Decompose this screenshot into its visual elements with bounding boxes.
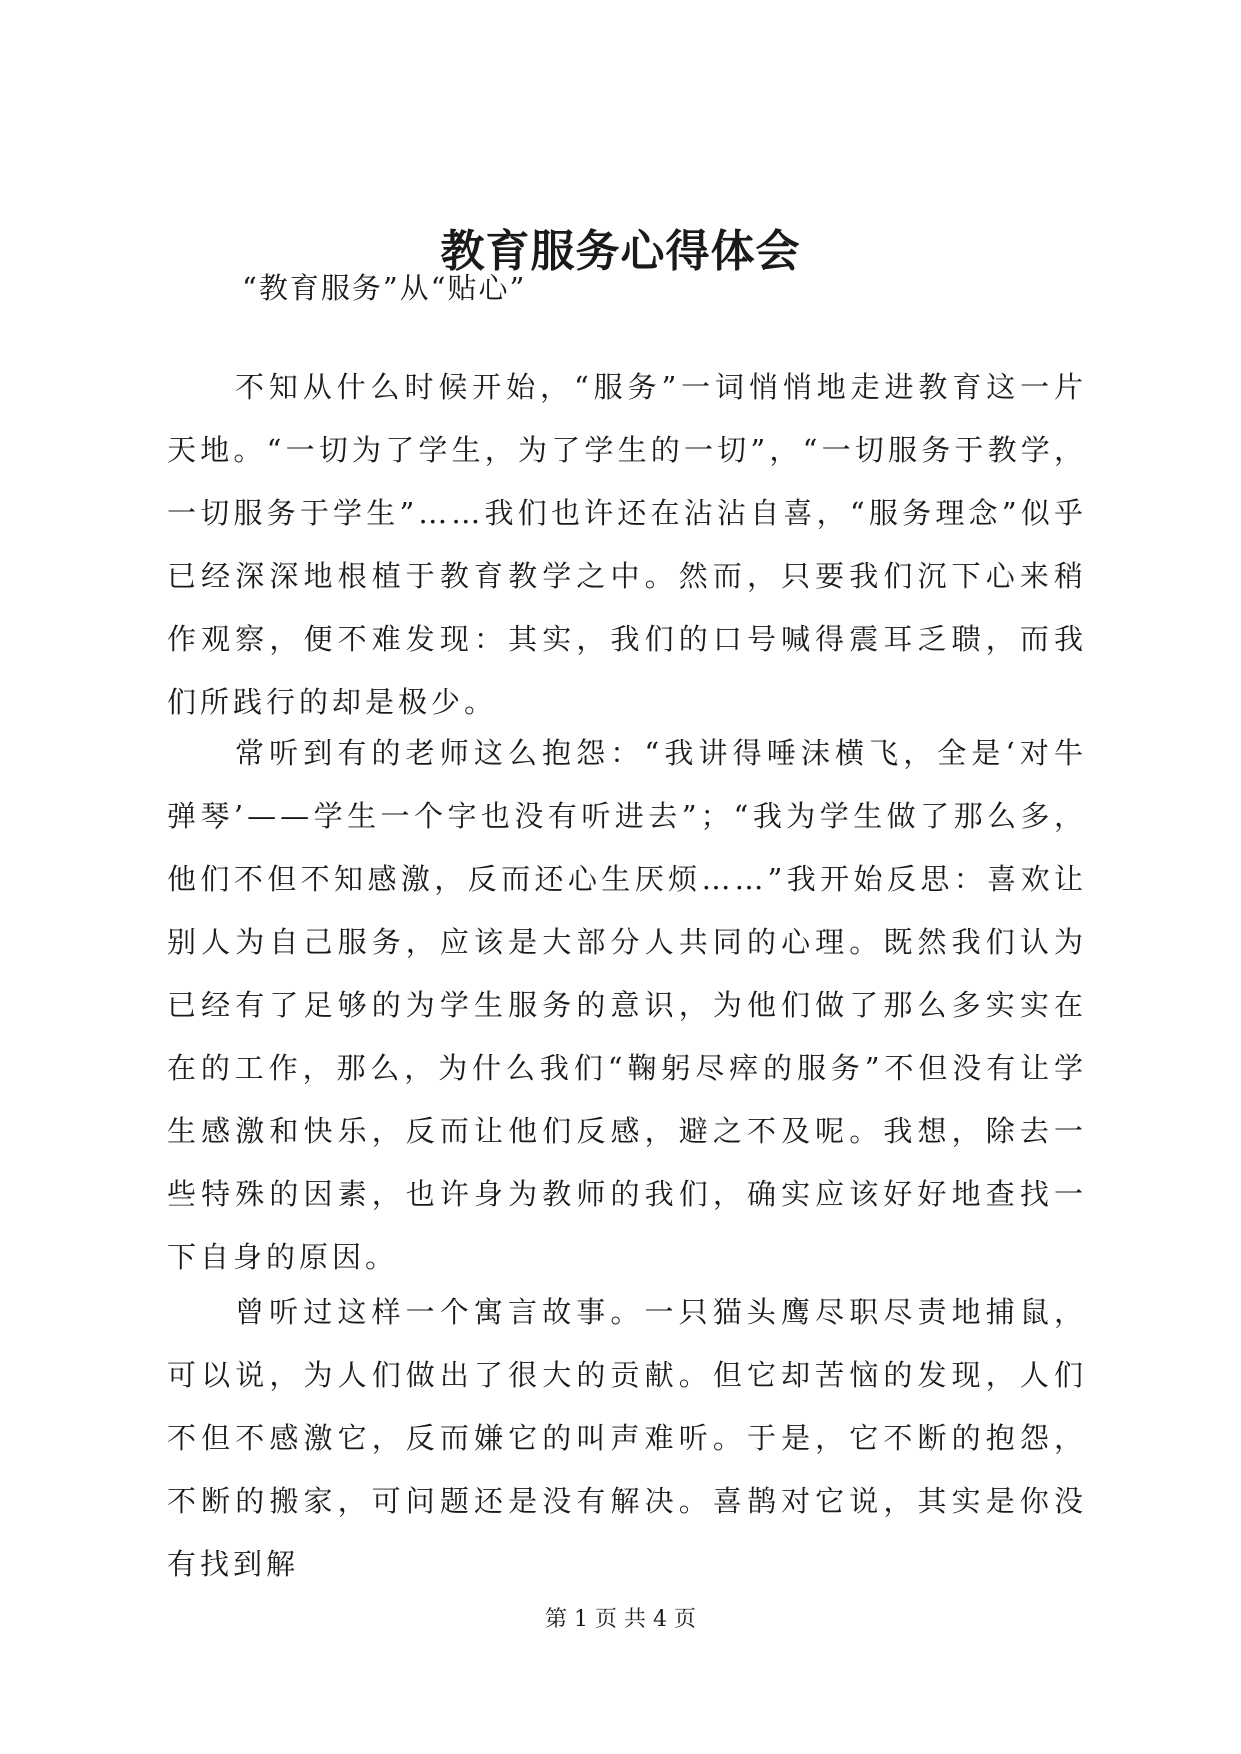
paragraph-2: 常听到有的老师这么抱怨：“我讲得唾沫横飞，全是‘对牛弹琴’——学生一个字也没有听进去”；“我为学生做了那么多，他们不但不知感激，反而还心生厌烦……”我开始反思：喜欢让别人为自己服务，应该是大部分人共同的心理。既然我们认为已经有了足够的为学生服务的意识，为他们做了那么多实实在在的工作，那么，为什么我们“鞠躬尽瘁的服务”不但没有让学生感激和快乐，反而让他们反感，避之不及呢。我想，除去一些特殊的因素，也许身为教师的我们，确实应该好好地查找一下自身的原因。	[167, 736, 1087, 1274]
paragraph-1: 不知从什么时候开始，“服务”一词悄悄地走进教育这一片天地。“一切为了学生，为了学生的一切”，“一切服务于教学，一切服务于学生”……我们也许还在沾沾自喜，“服务理念”似乎已经深深地根植于教育教学之中。然而，只要我们沉下心来稍作观察，便不难发现：其实，我们的口号喊得震耳乏聩，而我们所践行的却是极少。	[167, 370, 1087, 719]
paragraph-3: 曾听过这样一个寓言故事。一只猫头鹰尽职尽责地捕鼠，可以说，为人们做出了很大的贡献。但它却苦恼的发现，人们不但不感激它，反而嫌它的叫声难听。于是，它不断的抱怨，不断的搬家，可问题还是没有解决。喜鹊对它说，其实是你没有找到解	[167, 1295, 1087, 1581]
subtitle-line: “教育服务”从“贴心”	[242, 271, 527, 305]
page-footer: 第 1 页 共 4 页	[545, 1607, 696, 1632]
document-title: 教育服务心得体会	[440, 226, 801, 277]
